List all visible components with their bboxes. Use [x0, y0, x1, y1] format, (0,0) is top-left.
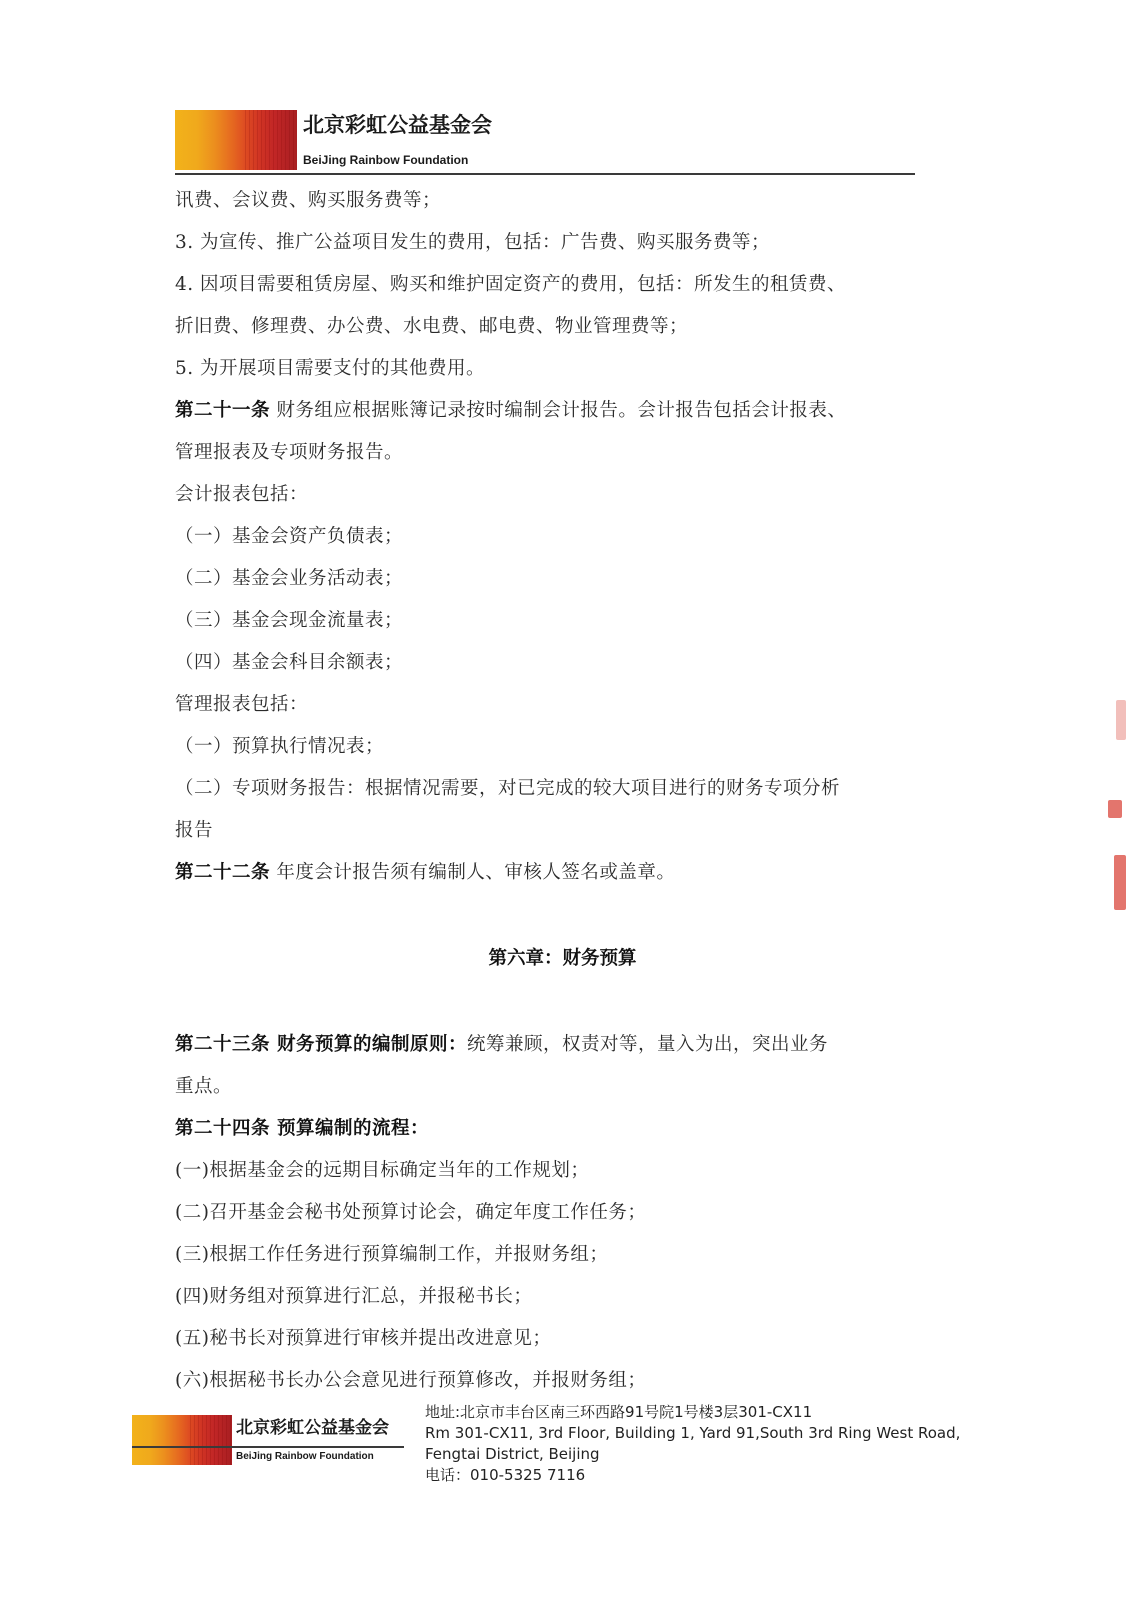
- paragraph: 折旧费、修理费、办公费、水电费、邮电费、物业管理费等；: [175, 316, 689, 337]
- article-21: [175, 390, 920, 432]
- list-item: (四)财务组对预算进行汇总，并报秘书长；: [175, 1286, 533, 1307]
- list-item: （二）专项财务报告：根据情况需要，对已完成的较大项目进行的财务专项分析: [175, 778, 841, 799]
- article-21-text: 财务组应根据账簿记录按时编制会计报告。会计报告包括会计报表、: [270, 400, 847, 421]
- header-org-name-en: BeiJing Rainbow Foundation: [303, 153, 469, 167]
- chapter-title: 第六章：财务预算: [488, 948, 637, 969]
- list-item: （一）预算执行情况表；: [175, 736, 385, 757]
- address-en-line-1: Rm 301-CX11, 3rd Floor, Building 1, Yard 91,South 3rd Ring West Road,: [425, 1424, 961, 1442]
- list-item: (二)召开基金会秘书处预算讨论会，确定年度工作任务；: [175, 1202, 647, 1223]
- footer-org-name-cn: 北京彩虹公益基金会: [236, 1418, 389, 1438]
- list-item: （一）基金会资产负债表；: [175, 526, 404, 547]
- paragraph: 3. 为宣传、推广公益项目发生的费用，包括：广告费、购买服务费等；: [175, 232, 771, 253]
- article-22-heading: 第二十二条: [175, 862, 271, 883]
- header-divider: [175, 173, 915, 175]
- list-item: (六)根据秘书长办公会意见进行预算修改，并报财务组；: [175, 1370, 647, 1391]
- phone-number: 电话：010-5325 7116: [425, 1466, 586, 1484]
- footer-logo: [132, 1415, 389, 1465]
- mgmt-intro: 管理报表包括：: [175, 694, 309, 715]
- footer-logo-text: [232, 1415, 389, 1465]
- paragraph: 5. 为开展项目需要支付的其他费用。: [175, 358, 486, 379]
- paragraph: 讯费、会议费、购买服务费等；: [175, 190, 442, 211]
- article-22-text: 年度会计报告须有编制人、审核人签名或盖章。: [270, 862, 676, 883]
- list-item: （二）基金会业务活动表；: [175, 568, 404, 589]
- document-body: [175, 180, 920, 1402]
- article-22: [175, 852, 920, 894]
- list-item: （四）基金会科目余额表；: [175, 652, 404, 673]
- stamp-fragment: [1114, 855, 1126, 910]
- stamp-fragment: [1108, 800, 1122, 818]
- article-21-heading: 第二十一条: [175, 400, 271, 421]
- address-cn: 地址:北京市丰台区南三环西路91号院1号楼3层301-CX11: [425, 1403, 813, 1421]
- list-item: (三)根据工作任务进行预算编制工作，并报财务组；: [175, 1244, 609, 1265]
- address-en-line-2: Fengtai District, Beijing: [425, 1445, 600, 1463]
- header-logo: [175, 110, 492, 170]
- paragraph: 4. 因项目需要租赁房屋、购买和维护固定资产的费用，包括：所发生的租赁费、: [175, 274, 847, 295]
- header-logo-text: [297, 110, 492, 170]
- article-23-heading: 第二十三条 财务预算的编制原则：: [175, 1034, 467, 1055]
- reports-intro: 会计报表包括：: [175, 484, 309, 505]
- paragraph: 报告: [175, 820, 214, 841]
- footer-org-name-en: BeiJing Rainbow Foundation: [236, 1451, 374, 1462]
- footer-address: [425, 1402, 960, 1486]
- stamp-fragment: [1116, 700, 1126, 740]
- paragraph: 管理报表及专项财务报告。: [175, 442, 404, 463]
- header-org-name-cn: 北京彩虹公益基金会: [303, 113, 492, 137]
- list-item: (一)根据基金会的远期目标确定当年的工作规划；: [175, 1160, 590, 1181]
- article-23: [175, 1024, 920, 1066]
- article-23-text: 统筹兼顾，权责对等，量入为出，突出业务: [466, 1034, 828, 1055]
- article-24: [175, 1108, 920, 1150]
- rainbow-logo-icon: [175, 110, 297, 170]
- rainbow-logo-icon: [132, 1415, 232, 1465]
- list-item: (五)秘书长对预算进行审核并提出改进意见；: [175, 1328, 552, 1349]
- list-item: （三）基金会现金流量表；: [175, 610, 404, 631]
- article-24-heading: 第二十四条 预算编制的流程：: [175, 1118, 429, 1139]
- paragraph: 重点。: [175, 1076, 233, 1097]
- footer-divider: [132, 1446, 404, 1448]
